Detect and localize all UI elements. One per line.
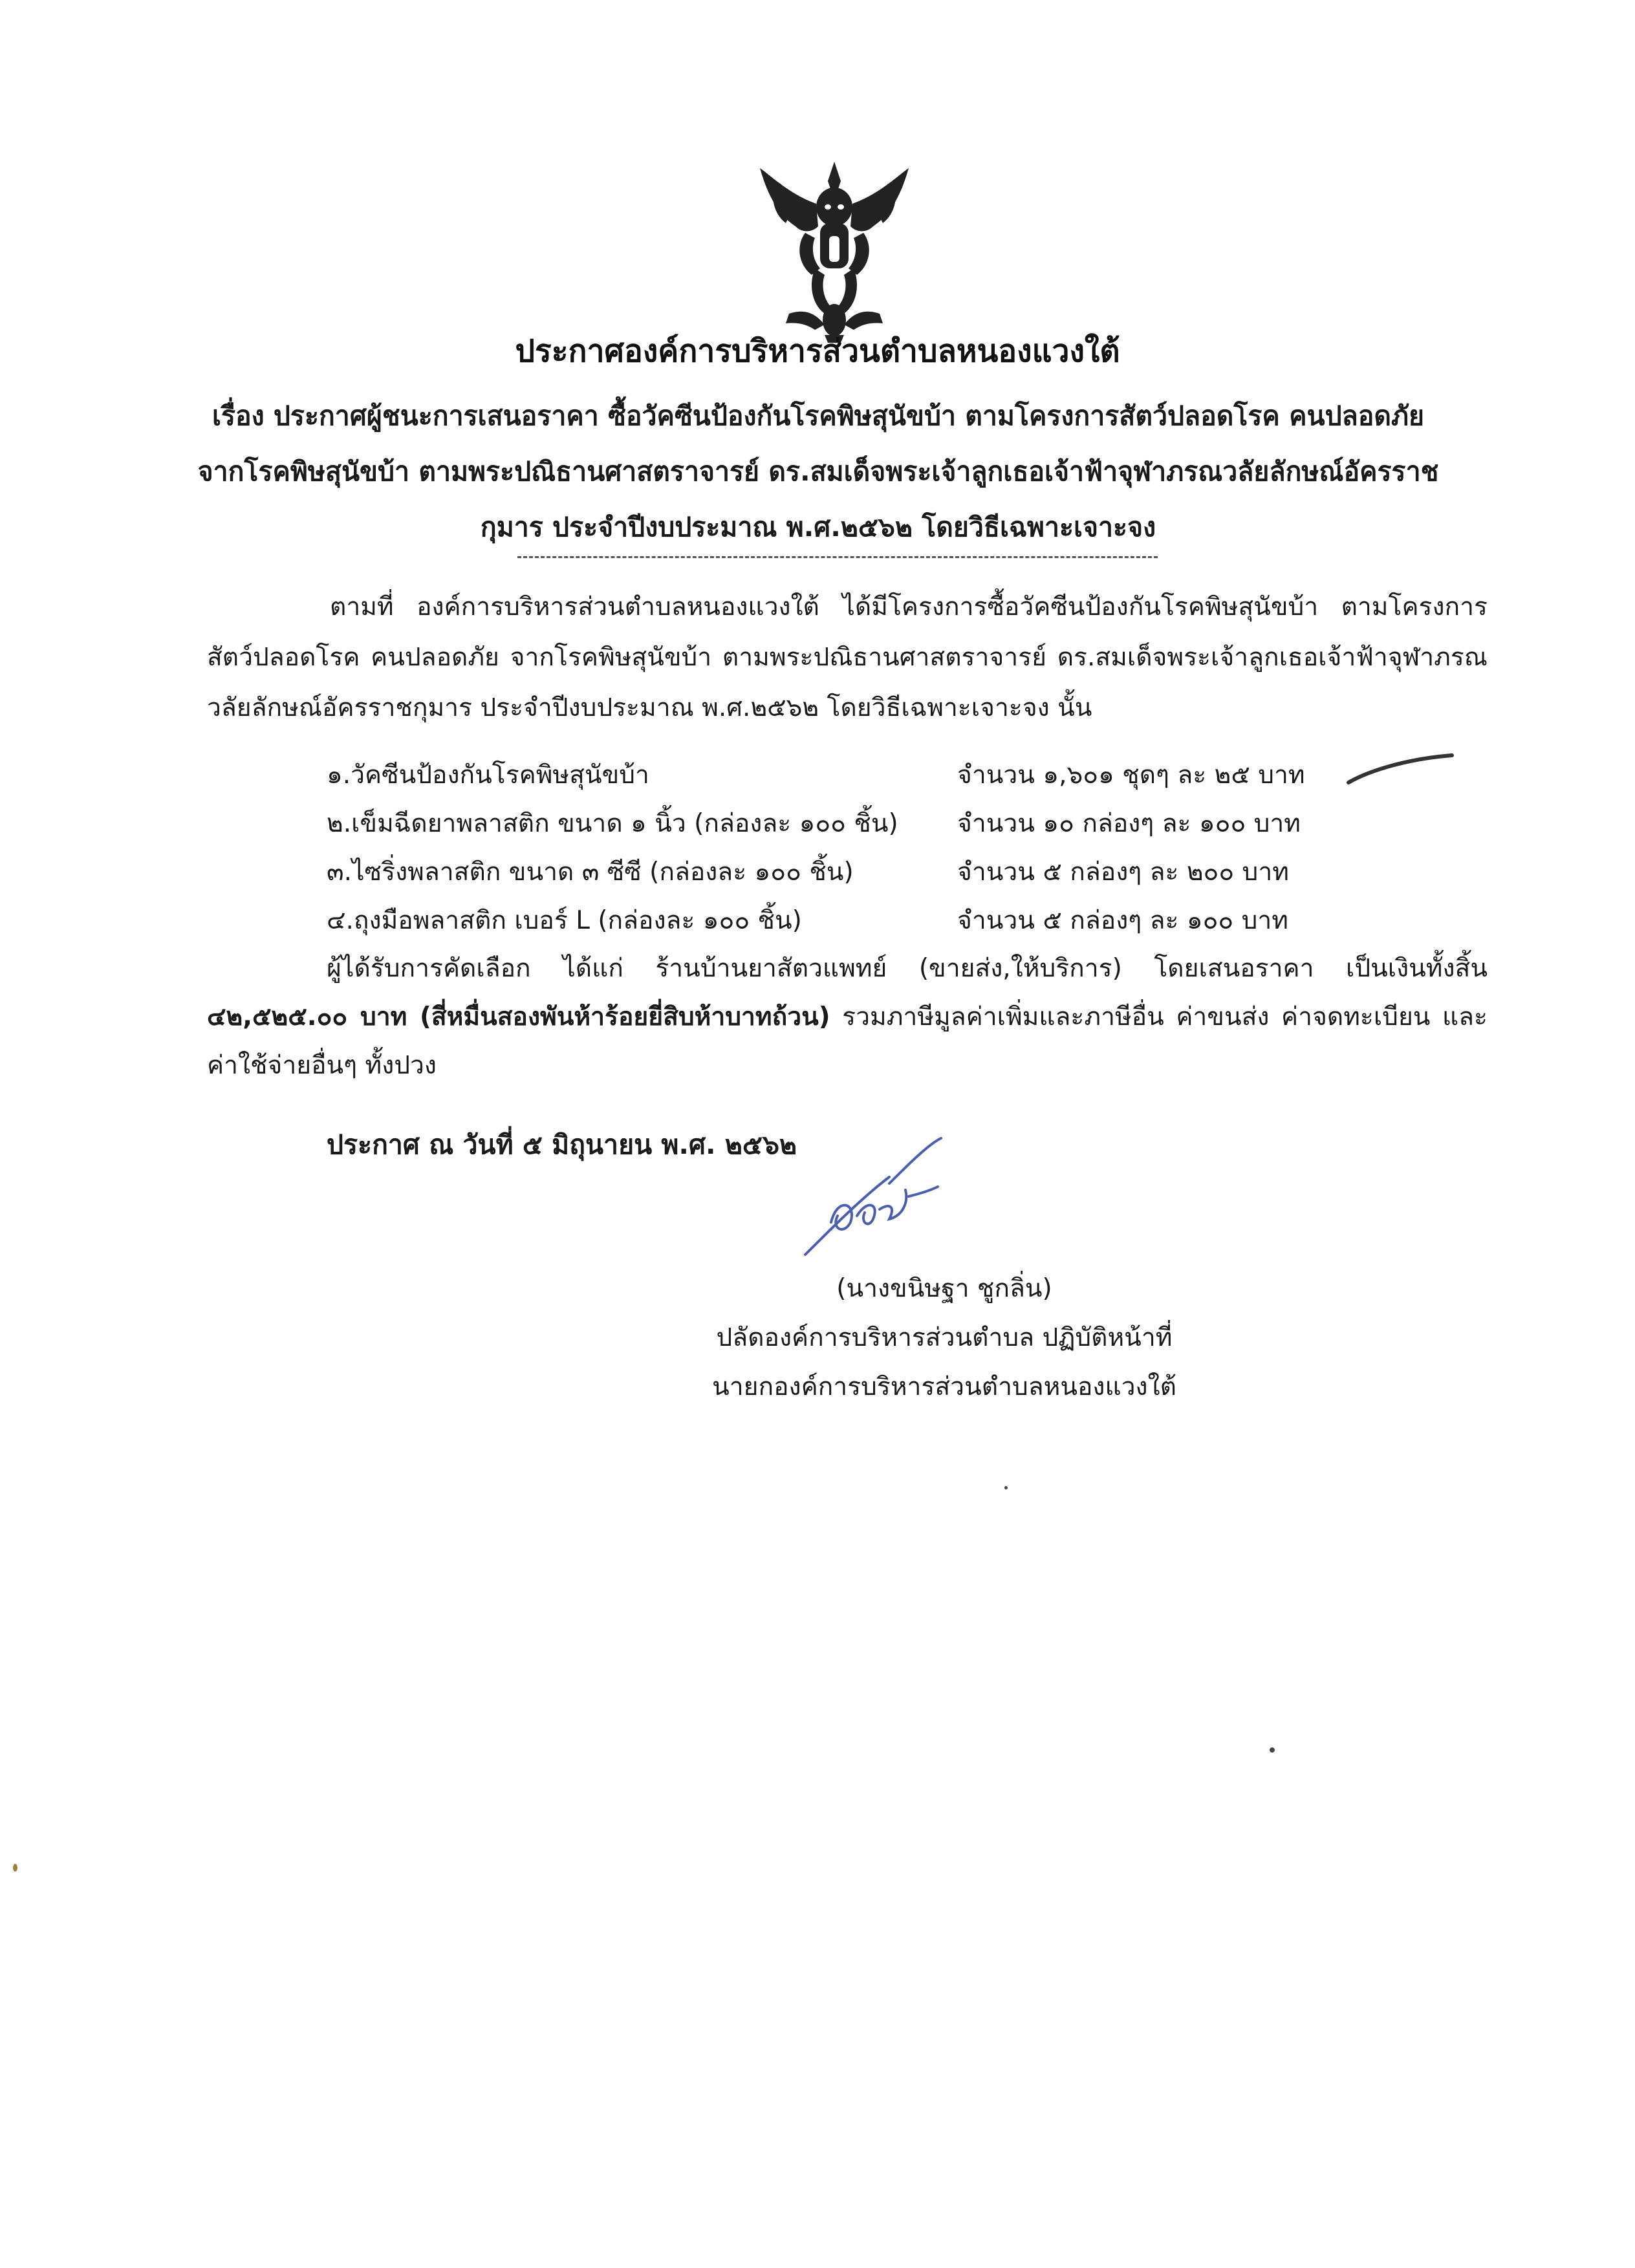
scan-speck bbox=[13, 1864, 17, 1872]
signer-name: (นางขนิษฐา ชูกลิ่น) bbox=[836, 1274, 1052, 1303]
list-item bbox=[327, 847, 1478, 896]
list-item bbox=[327, 799, 1478, 847]
intro-paragraph: ตามที่ องค์การบริหารส่วนตำบลหนองแวงใต้ ได้มีโครงการซื้อวัคซีนป้องกันโรคพิษสุนัขบ้า ตามโครงการสัตว์ปลอดโรค คนปลอดภัย จากโรคพิษสุนัขบ้า ตามพระปณิธานศาสตราจารย์ ดร.สมเด็จพระเจ้าลูกเธอเจ้าฟ้าจุฬาภรณวลัยลักษณ์อัครราชกุมาร ประจำปีงบประมาณ พ.ศ.๒๕๖๒ โดยวิธีเฉพาะเจาะจง นั้น bbox=[207, 592, 1488, 722]
subject-line: กุมาร ประจำปีงบประมาณ พ.ศ.๒๕๖๒ โดยวิธีเฉพาะเจาะจง bbox=[480, 512, 1156, 543]
signer-position: นายกองค์การบริหารส่วนตำบลหนองแวงใต้ bbox=[712, 1372, 1176, 1401]
item-description: ๑.วัคซีนป้องกันโรคพิษสุนัขบ้า bbox=[327, 760, 649, 790]
subject-line: เรื่อง ประกาศผู้ชนะการเสนอราคา ซื้อวัคซีนป้องกันโรคพิษสุนัขบ้า ตามโครงการสัตว์ปลอดโรค คนปลอดภัย bbox=[211, 400, 1425, 431]
award-paragraph bbox=[207, 944, 1488, 1090]
item-quantity: จำนวน ๑๐ กล่องๆ ละ ๑๐๐ บาท bbox=[957, 808, 1301, 838]
item-quantity: จำนวน ๑,๖๐๑ ชุดๆ ละ ๒๕ บาท bbox=[957, 760, 1305, 790]
list-item bbox=[327, 896, 1478, 944]
signer-position: ปลัดองค์การบริหารส่วนตำบล ปฏิบัติหน้าที่ bbox=[716, 1323, 1173, 1352]
award-text: ผู้ได้รับการคัดเลือก ได้แก่ ร้านบ้านยาสัตวแพทย์ (ขายส่ง,ให้บริการ) โดยเสนอราคา เป็นเงินทั้งสิ้น bbox=[327, 954, 1488, 983]
item-description: ๓.ไซริ่งพลาสติก ขนาด ๓ ซีซี (กล่องละ ๑๐๐ ชิ้น) bbox=[327, 857, 854, 887]
announcement-title: ประกาศองค์การบริหารส่วนตำบลหนองแวงใต้ bbox=[515, 333, 1120, 369]
item-quantity: จำนวน ๕ กล่องๆ ละ ๑๐๐ บาท bbox=[957, 905, 1288, 935]
section-divider bbox=[517, 556, 1158, 558]
list-item bbox=[327, 750, 1478, 799]
scan-speck bbox=[1270, 1747, 1275, 1753]
item-description: ๒.เข็มฉีดยาพลาสติก ขนาด ๑ นิ้ว (กล่องละ ๑๐๐ ชิ้น) bbox=[327, 808, 898, 838]
pen-check-mark-icon bbox=[1345, 753, 1455, 786]
announcement-date: ประกาศ ณ วันที่ ๕ มิถุนายน พ.ศ. ๒๕๖๒ bbox=[327, 1129, 797, 1160]
signature-block bbox=[492, 1264, 1397, 1412]
award-amount: ๔๒,๕๒๕.๐๐ บาท (สี่หมื่นสองพันห้าร้อยยี่สิบห้าบาทถ้วน) bbox=[207, 1002, 830, 1031]
award-text: รวมภาษีมูลค่าเพิ่มและภาษีอื่น ค่าขนส่ง ค่าจดทะเบียน และค่าใช้จ่ายอื่นๆ ทั้งปวง bbox=[207, 1002, 1488, 1080]
item-list bbox=[327, 750, 1478, 944]
item-quantity: จำนวน ๕ กล่องๆ ละ ๒๐๐ บาท bbox=[957, 857, 1289, 887]
item-description: ๔.ถุงมือพลาสติก เบอร์ L (กล่องละ ๑๐๐ ชิ้น) bbox=[327, 905, 802, 935]
announcement-subject bbox=[162, 388, 1475, 555]
handwritten-signature bbox=[792, 1125, 960, 1261]
garuda-emblem-icon bbox=[750, 155, 918, 343]
scan-speck bbox=[1004, 1486, 1008, 1489]
subject-line: จากโรคพิษสุนัขบ้า ตามพระปณิธานศาสตราจารย์ ดร.สมเด็จพระเจ้าลูกเธอเจ้าฟ้าจุฬาภรณวลัยลักษณ์อัครราช bbox=[197, 456, 1439, 487]
